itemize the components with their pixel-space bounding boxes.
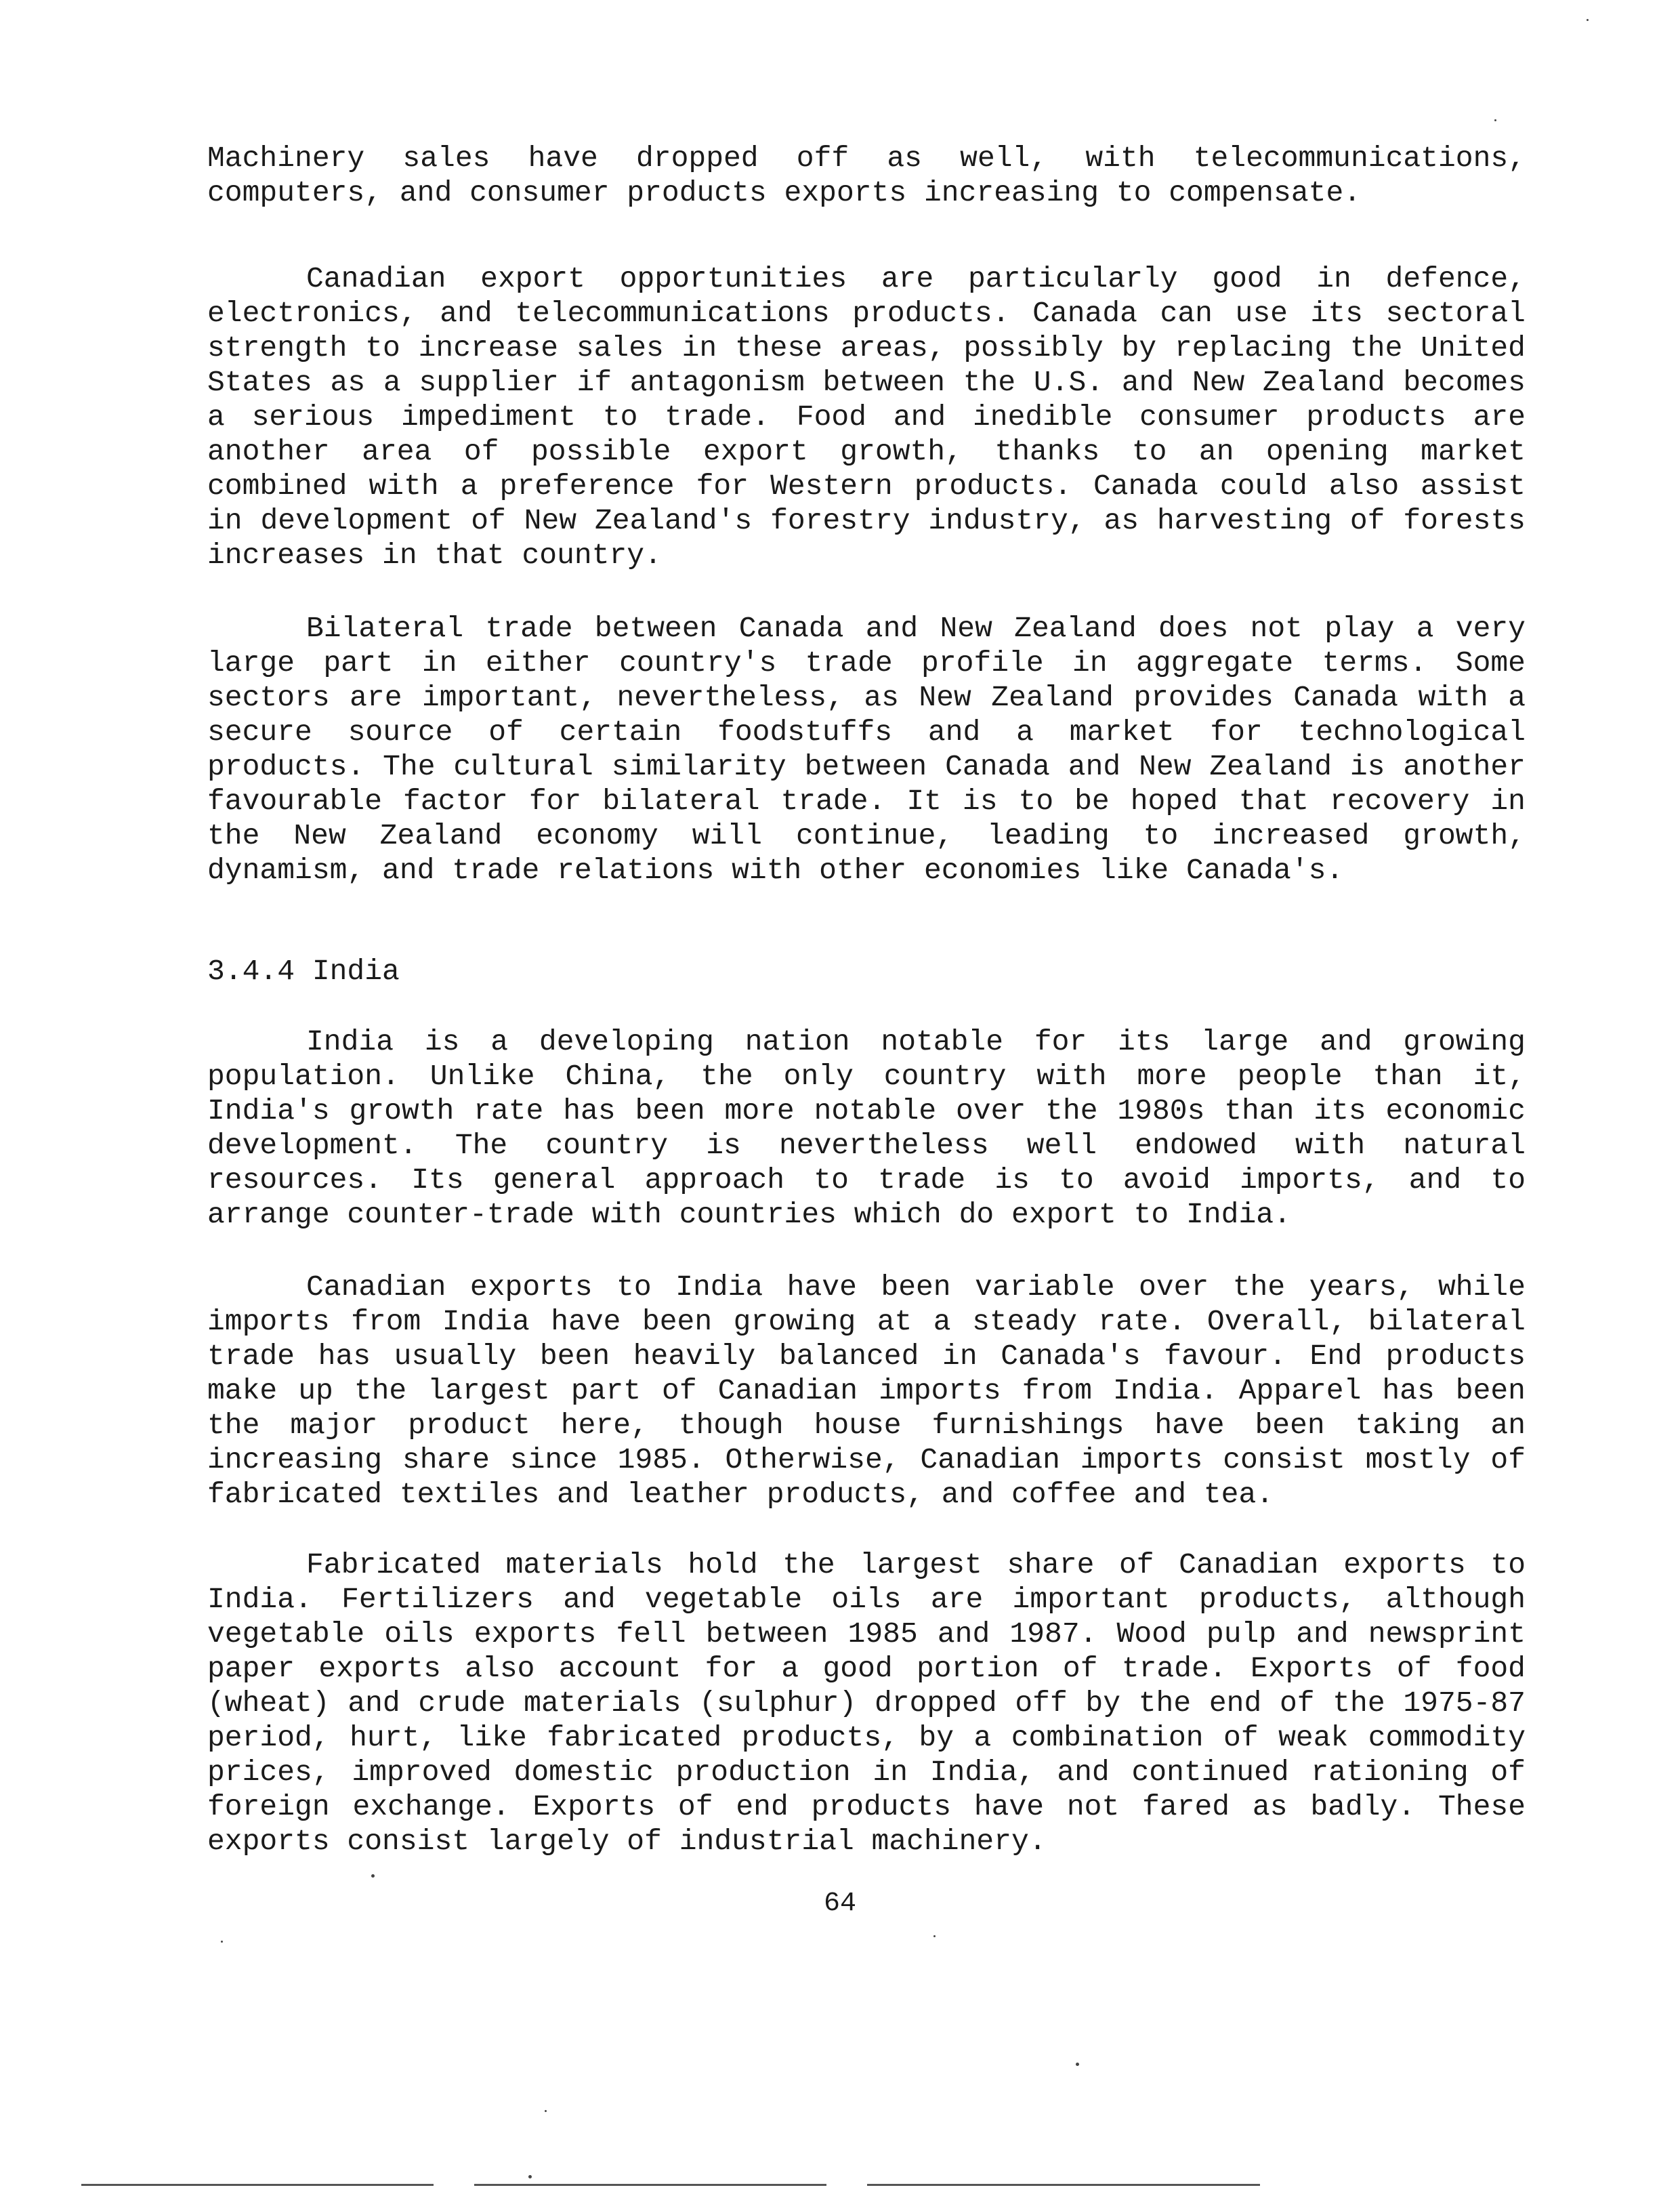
paragraph-bilateral-trade: Bilateral trade between Canada and New Zealand does not play a very large part in either country's trade profile in aggregate terms. Some sectors are important, nevertheless, as New Zealand provides Canada with a secure source of certain foodstuffs and a market for technological products. The cultural similarity between Canada and New Zealand is another favourable factor for bilateral trade. It is to be hoped that recovery in the New Zealand economy will continue, leading to increased growth, dynamism, and trade relations with other economies like Canada's. xyxy=(207,612,1526,887)
page-number: 64 xyxy=(823,1888,856,1919)
paragraph-canadian-exports-india: Canadian exports to India have been variable over the years, while imports from India have been growing at a steady rate. Overall, bilateral trade has usually been heavily balanced in Canada's favour. End products make up the largest part of Canadian imports from India. Apparel has been the major product here, though house furnishings have been taking an increasing share since 1985. Otherwise, Canadian imports consist mostly of fabricated textiles and leather products, and coffee and tea. xyxy=(207,1270,1526,1511)
scan-speck xyxy=(1076,2063,1079,2066)
scan-speck xyxy=(1587,19,1589,21)
section-heading-india: 3.4.4 India xyxy=(207,955,400,988)
scan-speck xyxy=(933,1935,936,1937)
scan-speck xyxy=(1494,119,1496,121)
scan-edge-line xyxy=(81,2184,434,2186)
paragraph-export-opportunities: Canadian export opportunities are particularly good in defence, electronics, and telecommunications products. Canada can use its sectoral strength to increase sales in these areas, possibly by replacing the United States as a supplier if antagonism between the U.S. and New Zealand becomes a serious impediment to trade. Food and inedible consumer products are another area of possible export growth, thanks to an opening market combined with a preference for Western products. Canada could also assist in development of New Zealand's forestry industry, as harvesting of forests increases in that country. xyxy=(207,262,1526,572)
scan-speck xyxy=(221,1941,223,1943)
paragraph-machinery-sales: Machinery sales have dropped off as well, with telecommunications, computers, and consumer products exports increasing to compensate. xyxy=(207,142,1526,209)
scan-edge-line xyxy=(474,2184,826,2186)
scan-speck xyxy=(528,2175,532,2178)
scan-speck xyxy=(371,1874,375,1878)
scan-edge-line xyxy=(867,2184,1260,2186)
scan-speck xyxy=(545,2110,547,2112)
paragraph-india-overview: India is a developing nation notable for its large and growing population. Unlike China, the only country with more people than it, India's growth rate has been more notable over the 1980s than its economic development. The country is nevertheless well endowed with natural resources. Its general approach to trade is to avoid imports, and to arrange counter-trade with countries which do export to India. xyxy=(207,1025,1526,1231)
paragraph-fabricated-materials: Fabricated materials hold the largest share of Canadian exports to India. Fertilizers and vegetable oils are important products, although vegetable oils exports fell between 1985 and 1987. Wood pulp and newsprint paper exports also account for a good portion of trade. Exports of food (wheat) and crude materials (sulphur) dropped off by the end of the 1975-87 period, hurt, like fabricated products, by a combination of weak commodity prices, improved domestic production in India, and continued rationing of foreign exchange. Exports of end products have not fared as badly. These exports consist largely of industrial machinery. xyxy=(207,1548,1526,1858)
